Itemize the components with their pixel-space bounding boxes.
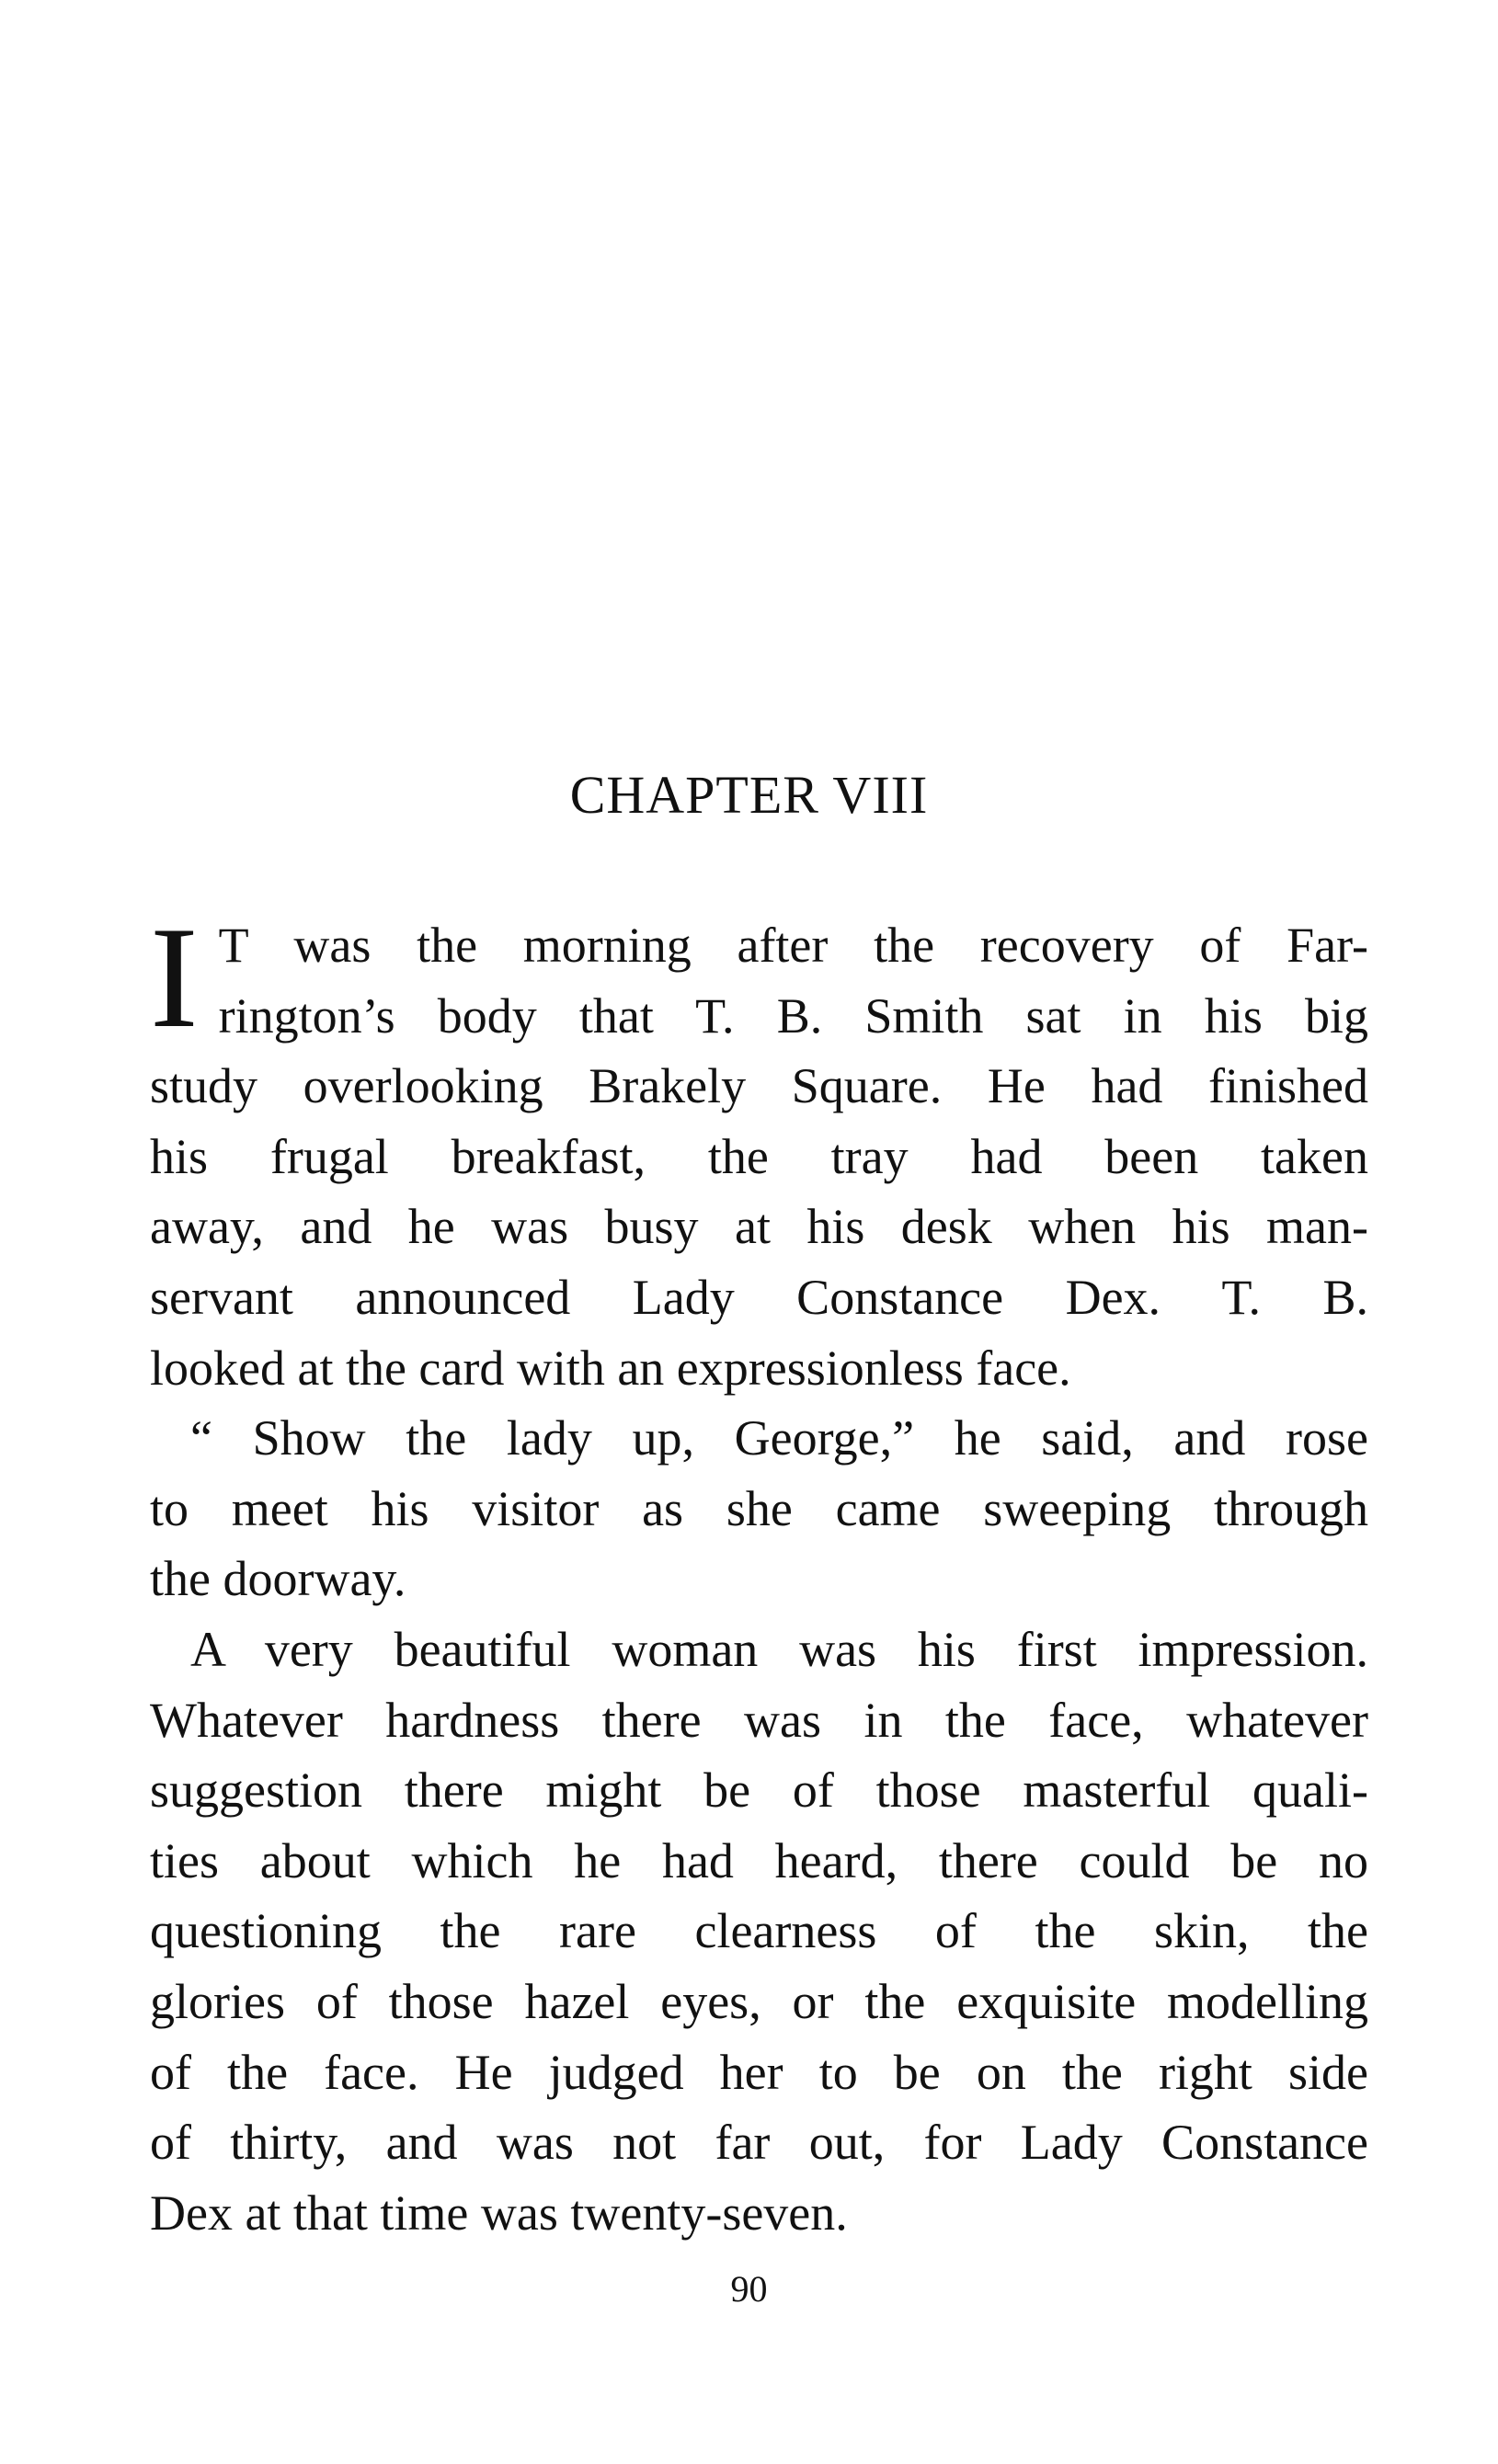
text-line: glories of those hazel eyes, or the exquisite modelling [150,1973,1368,2029]
text-line: away, and he was busy at his desk when his man- [150,1199,1368,1255]
text-line: questioning the rare clearness of the skin, the [150,1903,1368,1959]
text-line: Whatever hardness there was in the face, whatever [150,1692,1368,1748]
text-line: study overlooking Brakely Square. He had finished [150,1058,1368,1114]
text-line: suggestion there might be of those masterful quali- [150,1762,1368,1819]
chapter-body [150,897,1368,2248]
text-line: rington’s body that T. B. Smith sat in his big [218,987,1368,1044]
paragraph-1 [150,897,1368,1403]
text-line: A very beautiful woman was his first impression. [190,1621,1368,1677]
drop-cap: I [150,897,199,1058]
text-line: servant announced Lady Constance Dex. T. B. [150,1269,1368,1325]
text-line: the doorway. [150,1551,406,1607]
text-line: “ Show the lady up, George,” he said, and rose [190,1410,1368,1466]
text-line: to meet his visitor as she came sweeping through [150,1480,1368,1536]
text-line: T was the morning after the recovery of Far- [218,918,1368,973]
text-line: looked at the card with an expressionless face. [150,1340,1071,1396]
text-line: his frugal breakfast, the tray had been taken [150,1128,1368,1184]
text-line: Dex at that time was twenty-seven. [150,2185,848,2241]
text-line: of thirty, and was not far out, for Lady Constance [150,2115,1368,2171]
page-number: 90 [730,2268,768,2310]
text-line: of the face. He judged her to be on the right side [150,2044,1368,2100]
paragraph-2 [150,1403,1368,1614]
paragraph-3 [150,1614,1368,2248]
chapter-heading: CHAPTER VIII [569,765,929,825]
text-line: ties about which he had heard, there could be no [150,1832,1368,1888]
